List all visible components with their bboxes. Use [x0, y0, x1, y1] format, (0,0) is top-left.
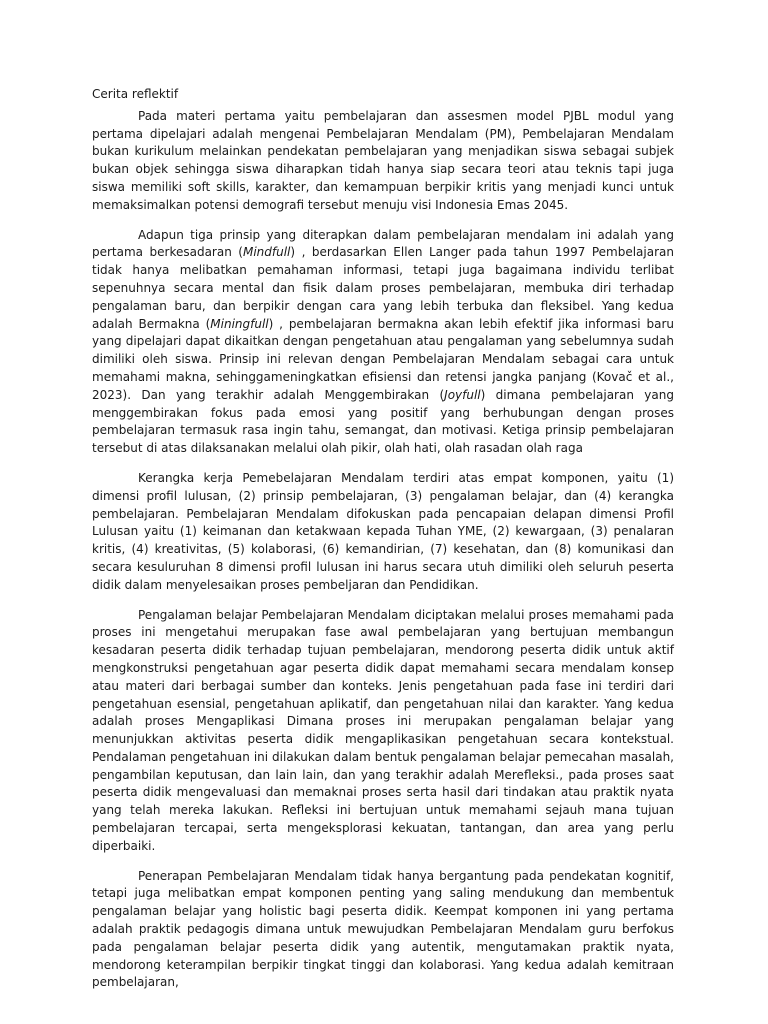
- italic-term: Miningfull: [210, 316, 269, 331]
- paragraph-text: Kerangka kerja Pemebelajaran Mendalam terdiri atas empat komponen, yaitu (1) dimensi profil lulusan, (2) prinsip pembelajaran, (3) pengalaman belajar, dan (4) kerangka pembelajaran. Pembelajaran Mendalam difokuskan pada pencapaian delapan dimensi Profil Lulusan yaitu (1) keimanan dan ketakwaan kepada Tuhan YME, (2) kewargaan, (3) penalaran kritis, (4) kreativitas, (5) kolaborasi, (6) kemandirian, (7) kesehatan, dan (8) komunikasi dan secara kesuluruhan 8 dimensi profil lulusan ini harus secara utuh dimiliki oleh seluruh peserta didik dalam menyelesaikan proses pembeljaran dan Pendidikan.: [92, 470, 674, 592]
- body-paragraph: [92, 868, 674, 993]
- document-body: [92, 108, 674, 992]
- italic-term: Mindfull: [242, 245, 291, 260]
- body-paragraph: [92, 607, 674, 856]
- document-title: Cerita reflektif: [92, 87, 179, 101]
- body-paragraph: [92, 108, 674, 215]
- paragraph-text: Penerapan Pembelajaran Mendalam tidak hanya bergantung pada pendekatan kognitif, tetapi juga melibatkan empat komponen penting yang saling mendukung dan membentuk pengalaman belajar yang holistic bagi peserta didik. Keempat komponen ini yang pertama adalah praktik pedagogis dimana untuk mewujudkan Pembelajaran Mendalam guru berfokus pada pengalaman belajar peserta didik yang autentik, mengutamakan praktik nyata, mendorong keterampilan berpikir tingkat tinggi dan kolaborasi. Yang kedua adalah kemitraan pembelajaran,: [92, 868, 674, 990]
- italic-term: Joyfull: [444, 387, 481, 402]
- body-paragraph: [92, 470, 674, 595]
- paragraph-text: Pengalaman belajar Pembelajaran Mendalam diciptakan melalui proses memahami pada proses ini mengetahui merupakan fase awal pembelajaran yang bertujuan membangun kesadaran peserta didik terhadap tujuan pembelajaran, mendorong peserta didik untuk aktif mengkonstruksi pengetahuan agar peserta didik dapat memahami secara mendalam konsep atau materi dari berbagai sumber dan konteks. Jenis pengetahuan pada fase ini terdiri dari pengetahuan esensial, pengetahuan aplikatif, dan pengetahuan nilai dan karakter. Yang kedua adalah proses Mengaplikasi Dimana proses ini merupakan pengalaman belajar yang menunjukkan aktivitas peserta didik mengaplikasikan pengetahuan secara kontekstual. Pendalaman pengetahuan ini dilakukan dalam bentuk pengalaman belajar pemecahan masalah, pengambilan keputusan, dan lain lain, dan yang terakhir adalah Merefleksi., pada proses saat peserta didik mengevaluasi dan memaknai proses serta hasil dari tindakan atau praktik nyata yang telah mereka lakukan. Refleksi ini bertujuan untuk memahami sejauh mana tujuan pembelajaran tercapai, serta mengeksplorasi kekuatan, tantangan, dan area yang perlu diperbaiki.: [92, 607, 674, 853]
- paragraph-text: ) , pembelajaran bermakna akan lebih efektif jika informasi baru yang dipelajari dapat dikaitkan dengan pengetahuan atau pengalaman yang sebelumnya sudah dimiliki oleh siswa. Prinsip ini relevan dengan Pembelajaran Mendalam sebagai cara untuk memahami makna, sehinggameningkatkan efisiensi dan retensi jangka panjang (Kovač et al., 2023). Dan yang terakhir adalah Menggembirakan (: [92, 316, 674, 402]
- document-page: [92, 86, 674, 1004]
- paragraph-text: Pada materi pertama yaitu pembelajaran dan assesmen model PJBL modul yang pertama dipelajari adalah mengenai Pembelajaran Mendalam (PM), Pembelajaran Mendalam bukan kurikulum melainkan pendekatan pembelajaran yang menjadikan siswa sebagai subjek bukan objek sehingga siswa diharapkan tidah hanya siap secara teori atau teknis tapi juga siswa memiliki soft skills, karakter, dan kemampuan berpikir kritis yang menjadi kunci untuk memaksimalkan potensi demografi tersebut menuju visi Indonesia Emas 2045.: [92, 108, 674, 212]
- paragraph-text: ) dimana pembelajaran yang menggembirakan fokus pada emosi yang positif yang berhubungan dengan proses pembelajaran termasuk rasa ingin tahu, semangat, dan motivasi. Ketiga prinsip pembelajaran tersebut di atas dilaksanakan melalui olah pikir, olah hati, olah rasadan olah raga: [92, 387, 674, 456]
- paragraph-text: ) , berdasarkan Ellen Langer pada tahun 1997 Pembelajaran tidak hanya melibatkan pemahaman informasi, tetapi juga bagaimana individu terlibat sepenuhnya secara mental dan fisik dalam proses pembelajaran, membuka diri terhadap pengalaman baru, dan berpikir dengan cara yang lebih terbuka dan fleksibel. Yang kedua adalah Bermakna (: [92, 245, 674, 331]
- body-paragraph: [92, 227, 674, 458]
- paragraph-text: Adapun tiga prinsip yang diterapkan dalam pembelajaran mendalam ini adalah yang pertama berkesadaran (: [92, 227, 674, 260]
